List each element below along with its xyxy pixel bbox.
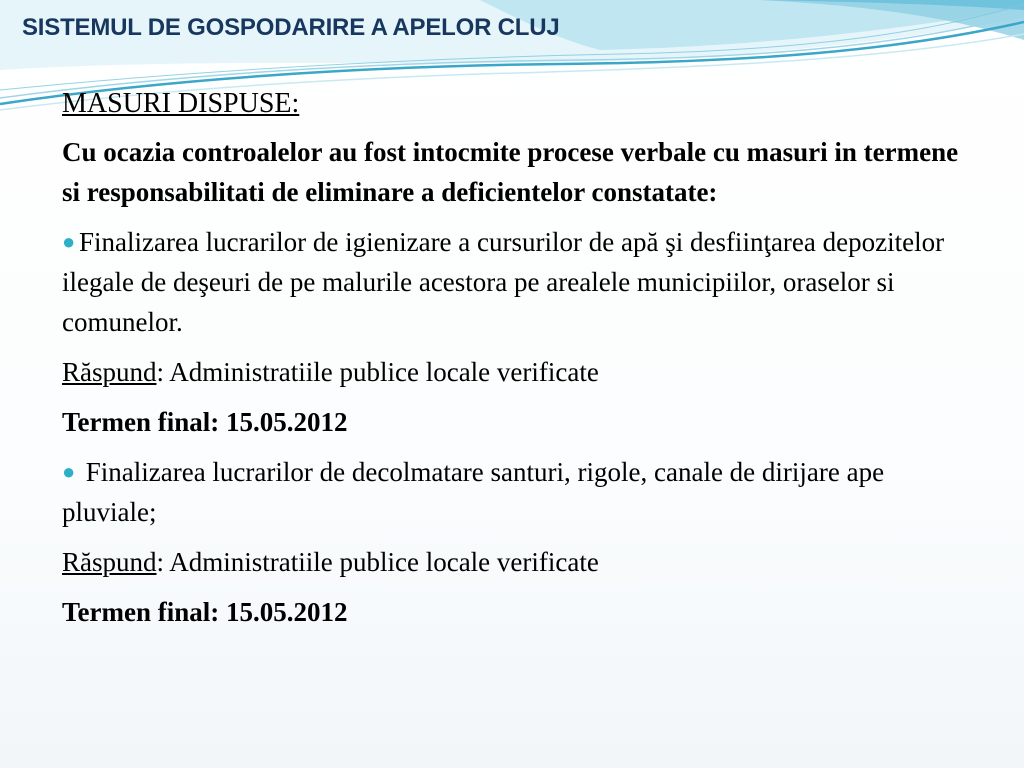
slide-title: SISTEMUL DE GOSPODARIRE A APELOR CLUJ bbox=[22, 14, 560, 41]
responsible-value-2: : Administratiile publice locale verificate bbox=[156, 547, 599, 577]
deadline-line-2: Termen final: 15.05.2012 bbox=[62, 597, 348, 627]
bullet-dot-icon: ● bbox=[62, 229, 76, 254]
intro-paragraph: Cu ocazia controalelor au fost intocmite procese verbale cu masuri in termene si responsabilitati de eliminare a deficientelor constatate: bbox=[62, 137, 959, 207]
responsible-value-1: : Administratiile publice locale verificate bbox=[156, 357, 599, 387]
slide-content bbox=[62, 86, 972, 642]
responsible-line-2 bbox=[62, 542, 972, 582]
bullet-item-2-text: Finalizarea lucrarilor de decolmatare santuri, rigole, canale de dirijare ape pluviale; bbox=[62, 457, 885, 527]
section-heading: MASURI DISPUSE: bbox=[62, 88, 300, 119]
bullet-item-1 bbox=[62, 222, 972, 342]
responsible-label-1: Răspund bbox=[62, 357, 157, 387]
responsible-line-1 bbox=[62, 352, 972, 392]
bullet-dot-icon: ● bbox=[62, 459, 76, 484]
bullet-item-2 bbox=[62, 452, 972, 532]
deadline-line-1: Termen final: 15.05.2012 bbox=[62, 407, 348, 437]
bullet-item-1-text: Finalizarea lucrarilor de igienizare a cursurilor de apă şi desfiinţarea depozitelor ilegale de deşeuri de pe malurile acestora pe arealele municipiilor, oraselor si comunelor. bbox=[62, 227, 945, 337]
responsible-label-2: Răspund bbox=[62, 547, 157, 577]
